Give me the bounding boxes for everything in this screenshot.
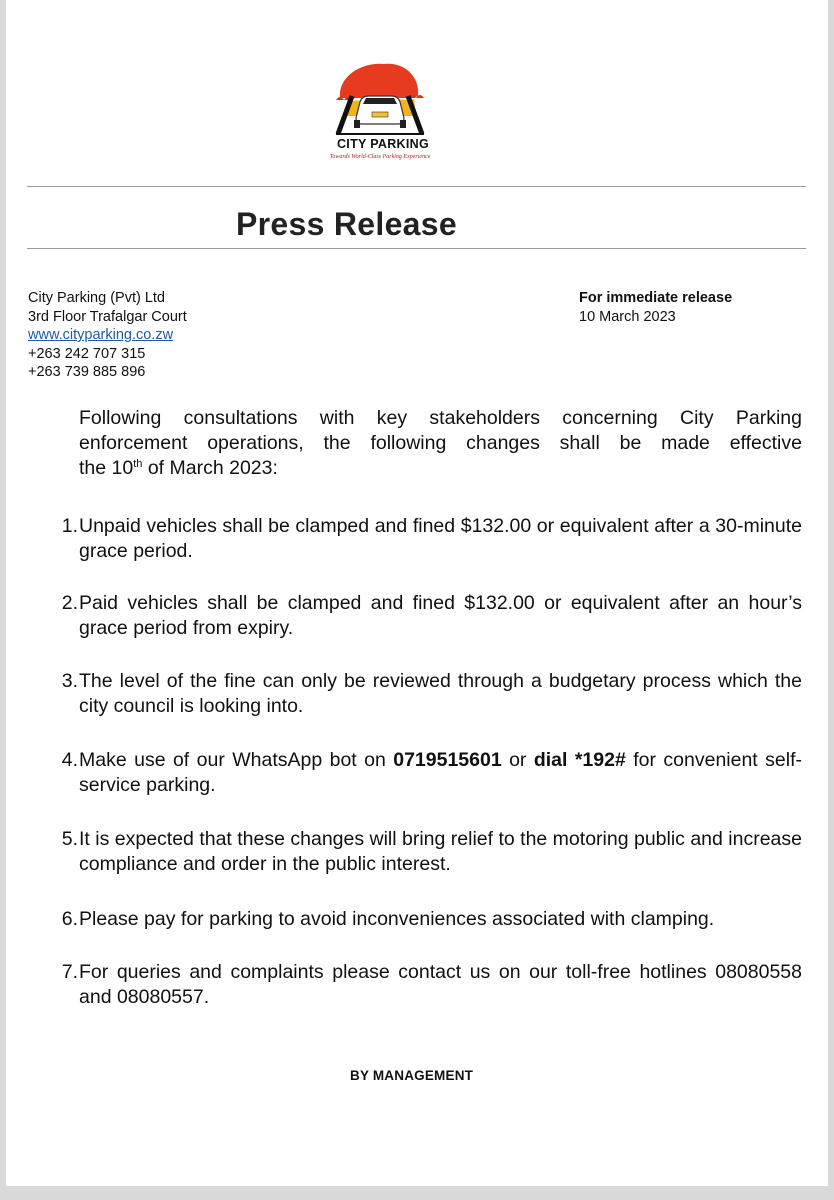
top-divider <box>27 186 806 187</box>
company-name: City Parking (Pvt) Ltd <box>28 290 165 306</box>
intro-date-suffix: th <box>133 458 143 470</box>
page-title: Press Release <box>236 206 457 242</box>
list-item-number: 1. <box>61 515 78 537</box>
website-link[interactable]: www.cityparking.co.zw <box>28 327 174 343</box>
phone-number-2: +263 739 885 896 <box>28 364 146 380</box>
list-item-number: 7. <box>61 961 78 983</box>
logo-sun-shape <box>340 64 418 98</box>
logo-car-wheel-right <box>400 120 406 128</box>
list-item-text <box>79 748 802 798</box>
list-item-number: 6. <box>61 908 78 930</box>
list-item-number: 4. <box>61 749 78 771</box>
signature: BY MANAGEMENT <box>350 1068 474 1083</box>
logo-car-windshield <box>363 98 397 104</box>
contact-block <box>28 289 187 382</box>
intro-line-3 <box>79 456 802 481</box>
company-address: 3rd Floor Trafalgar Court <box>28 308 187 325</box>
logo-car-plate <box>372 112 388 117</box>
list-item-text: Please pay for parking to avoid inconveniences associated with clamping. <box>79 908 715 930</box>
list-item-text: It is expected that these changes will bring relief to the motoring public and increase compliance and order in the public interest. <box>79 828 802 875</box>
title-divider <box>27 248 806 249</box>
document-page <box>6 0 828 1186</box>
release-block <box>579 289 732 326</box>
logo-tagline: Towards World-Class Parking Experience <box>329 154 431 160</box>
list-item-text: For queries and complaints please contact us on our toll-free hotlines 08080558 and 08080557. <box>79 961 802 1008</box>
whatsapp-number: 0719515601 <box>393 749 502 771</box>
intro-date-text: the 10 <box>79 457 134 479</box>
intro-line-2: enforcement operations, the following changes shall be made effective <box>79 432 802 454</box>
intro-paragraph <box>79 406 802 481</box>
intro-line-1: Following consultations with key stakeholders concerning City Parking <box>79 407 802 429</box>
self-service-text: for convenient self-service parking. <box>79 749 802 796</box>
city-parking-logo <box>318 58 442 168</box>
list-item-text: Unpaid vehicles shall be clamped and fined $132.00 or equivalent after a 30-minute grace period. <box>79 515 802 562</box>
whatsapp-text: Make use of our WhatsApp bot on <box>79 749 394 771</box>
list-item-number: 2. <box>61 592 78 614</box>
intro-date-rest: of March 2023: <box>142 457 278 479</box>
logo-emblem-icon <box>318 58 442 168</box>
phone-number-1: +263 242 707 315 <box>28 345 146 362</box>
list-item-text: Paid vehicles shall be clamped and fined $132.00 or equivalent after an hour’s grace period from expiry. <box>79 592 802 639</box>
logo-car-wheel-left <box>354 120 360 128</box>
ussd-code: dial *192# <box>533 749 626 771</box>
release-date: 10 March 2023 <box>579 308 676 325</box>
list-item-number: 5. <box>61 828 78 850</box>
list-item-text: The level of the fine can only be reviewed through a budgetary process which the city council is looking into. <box>79 670 802 717</box>
list-item-number: 3. <box>61 670 78 692</box>
logo-brand-name: CITY PARKING <box>336 137 430 151</box>
or-text: or <box>501 749 534 771</box>
release-label: For immediate release <box>579 290 733 306</box>
